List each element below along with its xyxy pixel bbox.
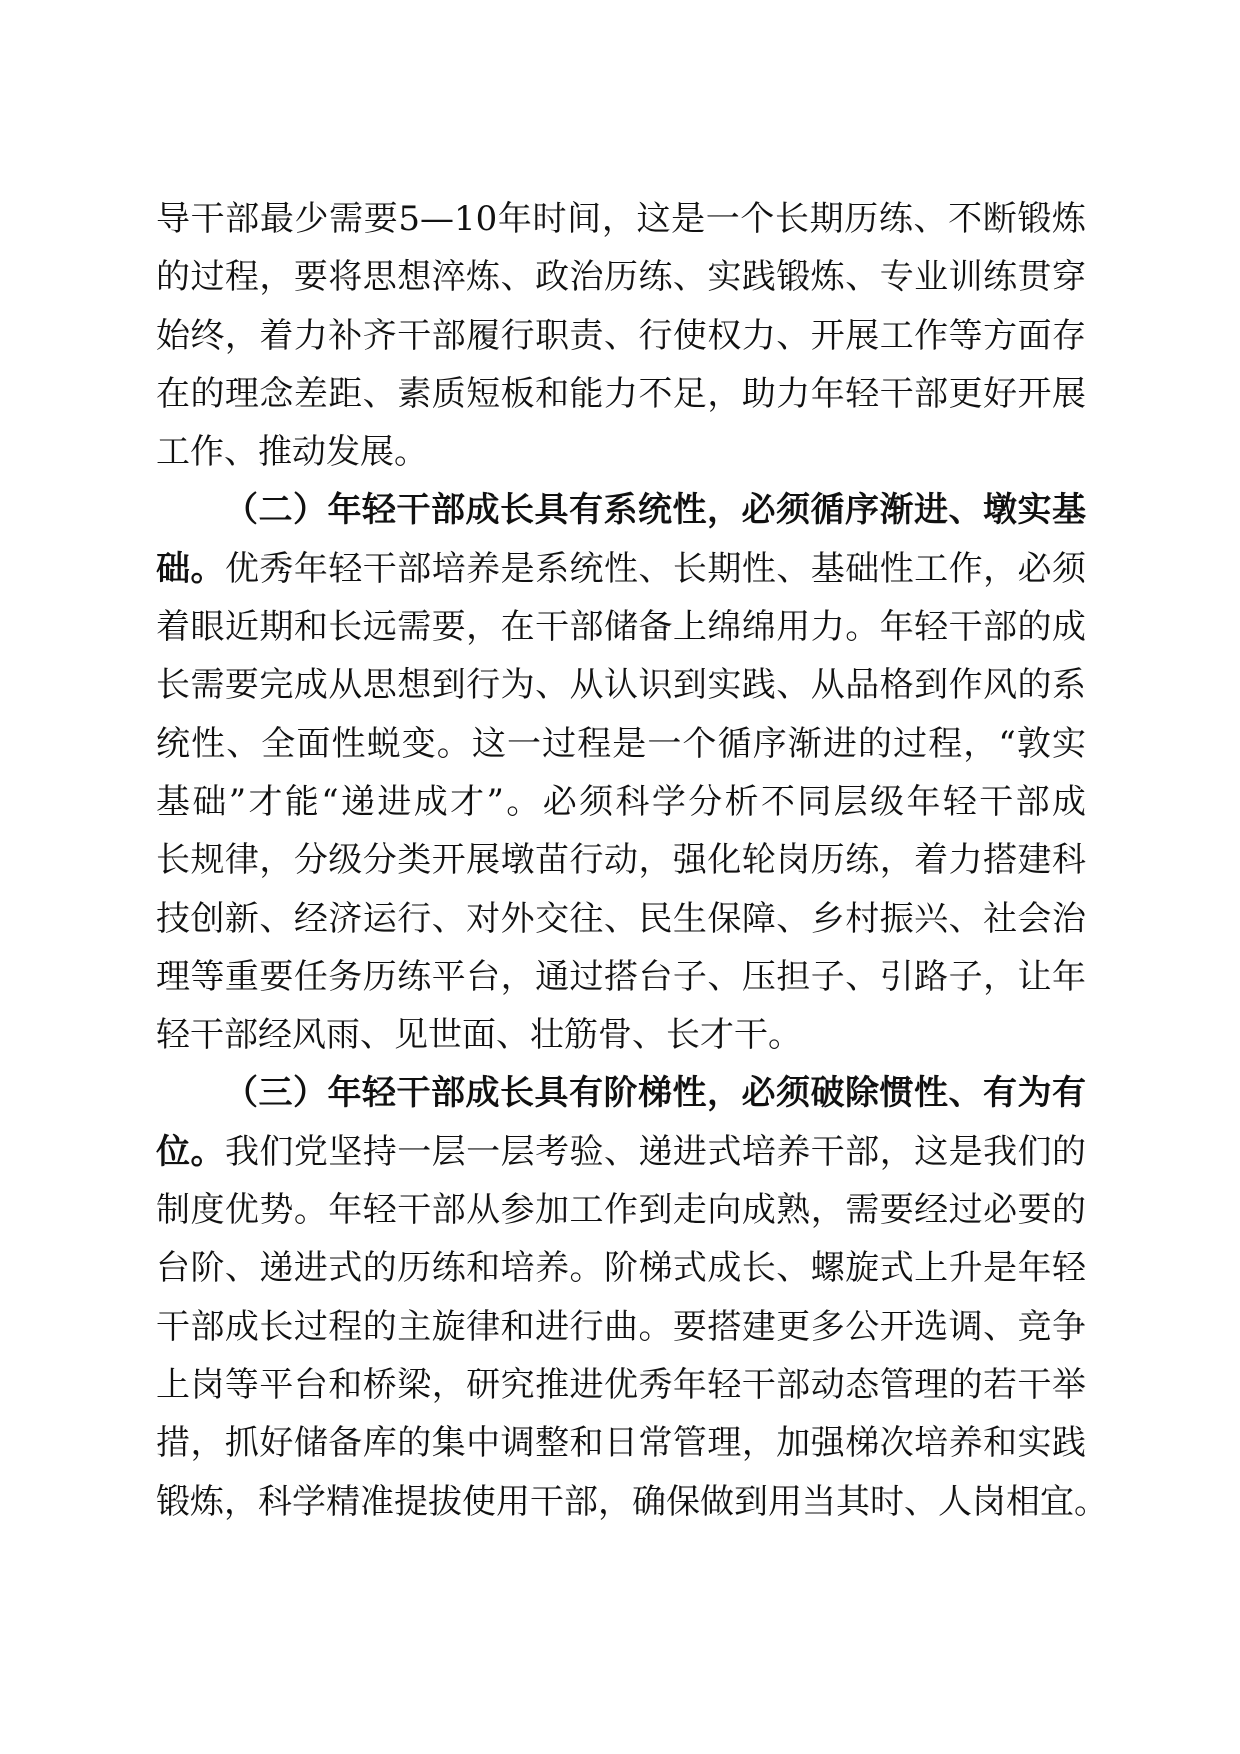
text-line xyxy=(156,190,1086,248)
bold-heading-text: 础。 xyxy=(156,548,225,589)
body-text-segment: 在的理念差距、素质短板和能力不足，助力年轻干部更好开展 xyxy=(156,373,1086,414)
text-line xyxy=(156,1414,1086,1472)
text-line xyxy=(156,656,1086,714)
body-text-segment: 导干部最少需要5—10年时间，这是一个长期历练、不断锻炼 xyxy=(156,199,1086,239)
text-line xyxy=(156,1356,1086,1414)
body-text-segment: 着眼近期和长远需要，在干部储备上绵绵用力。年轻干部的成 xyxy=(156,607,1086,648)
body-text-segment: 我们党坚持一层一层考验、递进式培养干部，这是我们的 xyxy=(224,1131,1087,1172)
text-line xyxy=(156,890,1086,948)
body-text-segment: 制度优势。年轻干部从参加工作到走向成熟，需要经过必要的 xyxy=(156,1190,1086,1231)
body-text-segment: 优秀年轻干部培养是系统性、长期性、基础性工作，必须 xyxy=(224,548,1087,589)
text-line xyxy=(156,831,1086,889)
paragraph-p2 xyxy=(156,481,1086,1064)
text-line xyxy=(156,1473,1108,1531)
body-text-segment: 工作、推动发展。 xyxy=(156,432,428,473)
body-text-segment: 的过程，要将思想淬炼、政治历练、实践锻炼、专业训练贯穿 xyxy=(156,257,1086,298)
body-text-segment: 统性、全面性蜕变。这一过程是一个循序渐进的过程，“敦实 xyxy=(156,723,1086,764)
text-line xyxy=(156,773,1086,831)
paragraph-p3 xyxy=(156,1064,1108,1530)
text-line xyxy=(156,540,1086,598)
text-line xyxy=(156,1064,1086,1122)
body-text-segment: 上岗等平台和桥梁，研究推进优秀年轻干部动态管理的若干举 xyxy=(156,1364,1086,1405)
text-line xyxy=(156,1181,1086,1239)
text-line xyxy=(156,1298,1086,1356)
text-line xyxy=(156,948,1086,1006)
paragraph-p1 xyxy=(156,190,1086,481)
text-line xyxy=(156,248,1086,306)
text-line xyxy=(156,1123,1086,1181)
body-text-segment: 理等重要任务历练平台，通过搭台子、压担子、引路子，让年 xyxy=(156,956,1086,997)
body-text-segment: 轻干部经风雨、见世面、壮筋骨、长才干。 xyxy=(156,1015,802,1056)
body-text-segment: 基础”才能“递进成才”。必须科学分析不同层级年轻干部成 xyxy=(156,781,1086,822)
body-text-segment: 始终，着力补齐干部履行职责、行使权力、开展工作等方面存 xyxy=(156,315,1086,356)
text-line xyxy=(156,481,1086,539)
text-line xyxy=(156,715,1086,773)
bold-heading-text: （二）年轻干部成长具有系统性，必须循序渐进、墩实基 xyxy=(224,490,1086,531)
bold-heading-text: 位。 xyxy=(156,1131,225,1172)
body-text xyxy=(156,190,1108,1531)
text-line xyxy=(156,307,1086,365)
text-line xyxy=(156,1006,1086,1064)
body-text-segment: 长需要完成从思想到行为、从认识到实践、从品格到作风的系 xyxy=(156,665,1086,706)
body-text-segment: 台阶、递进式的历练和培养。阶梯式成长、螺旋式上升是年轻 xyxy=(156,1248,1086,1289)
body-text-segment: 长规律，分级分类开展墩苗行动，强化轮岗历练，着力搭建科 xyxy=(156,840,1086,881)
body-text-segment: 干部成长过程的主旋律和进行曲。要搭建更多公开选调、竞争 xyxy=(156,1306,1086,1347)
text-line xyxy=(156,423,1086,481)
text-line xyxy=(156,365,1086,423)
text-line xyxy=(156,1239,1086,1297)
body-text-segment: 措，抓好储备库的集中调整和日常管理，加强梯次培养和实践 xyxy=(156,1423,1086,1464)
bold-heading-text: （三）年轻干部成长具有阶梯性，必须破除惯性、有为有 xyxy=(224,1073,1086,1114)
body-text-segment: 锻炼，科学精准提拔使用干部，确保做到用当其时、人岗相宜。 xyxy=(156,1481,1108,1522)
text-line xyxy=(156,598,1086,656)
body-text-segment: 技创新、经济运行、对外交往、民生保障、乡村振兴、社会治 xyxy=(156,898,1086,939)
